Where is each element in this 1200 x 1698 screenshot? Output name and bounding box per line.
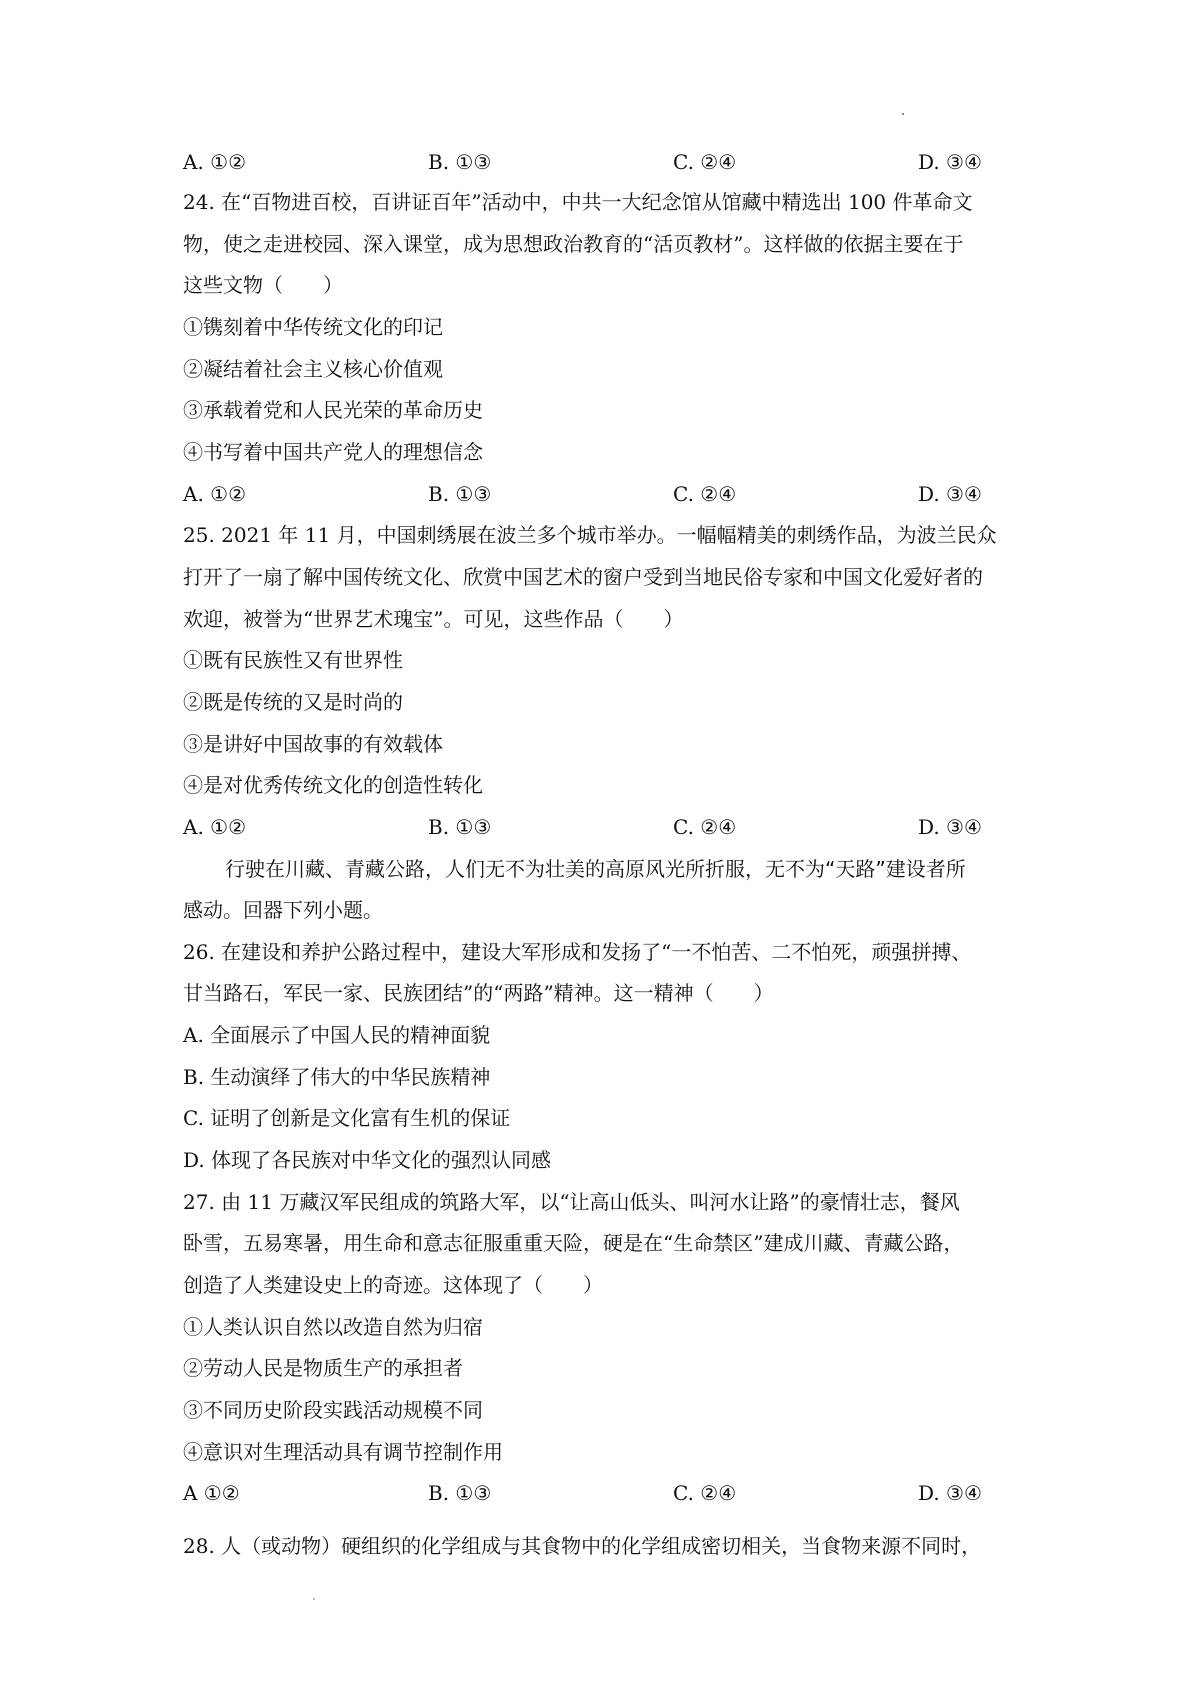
q27-stem-line-1: 27. 由 11 万藏汉军民组成的筑路大军，以“让高山低头、叫河水让路”的豪情壮志，餐风 [183, 1190, 960, 1214]
passage-line-1: 行驶在川藏、青藏公路，人们无不为壮美的高原风光所折服，无不为“天路”建设者所 [225, 857, 966, 881]
q25-item-3: ③是讲好中国故事的有效载体 [183, 732, 443, 756]
q26-stem-line-2: 甘当路石，军民一家、民族团结”的“两路”精神。这一精神（ ） [183, 981, 774, 1005]
q26-choice-d: D. 体现了各民族对中华文化的强烈认同感 [183, 1148, 552, 1172]
q23-options [183, 148, 1033, 176]
q24-stem-line-2: 物，使之走进校园、深入课堂，成为思想政治教育的“活页教材”。这样做的依据主要在于 [183, 232, 964, 256]
q25-stem-line-2: 打开了一扇了解中国传统文化、欣赏中国艺术的窗户受到当地民俗专家和中国文化爱好者的 [183, 565, 983, 589]
q24-item-2: ②凝结着社会主义核心价值观 [183, 357, 443, 381]
q24-option-b: B. ①③ [428, 482, 492, 506]
scan-speck [902, 113, 904, 115]
q24-options [183, 480, 1033, 508]
scan-speck [313, 1598, 315, 1600]
q25-stem-line-1: 25. 2021 年 11 月，中国刺绣展在波兰多个城市举办。一幅幅精美的刺绣作品，为波兰民众 [183, 523, 997, 547]
q27-item-4: ④意识对生理活动具有调节控制作用 [183, 1440, 503, 1464]
q25-item-2: ②既是传统的又是时尚的 [183, 690, 403, 714]
q28-stem-line-1: 28. 人（或动物）硬组织的化学组成与其食物中的化学组成密切相关，当食物来源不同时， [183, 1534, 982, 1558]
q24-item-3: ③承载着党和人民光荣的革命历史 [183, 398, 483, 422]
q27-item-1: ①人类认识自然以改造自然为归宿 [183, 1315, 483, 1339]
q25-option-a: A. ①② [183, 815, 247, 839]
q25-stem-line-3: 欢迎，被誉为“世界艺术瑰宝”。可见，这些作品（ ） [183, 607, 684, 631]
q26-choice-b: B. 生动演绎了伟大的中华民族精神 [183, 1065, 491, 1089]
q25-option-c: C. ②④ [673, 815, 737, 839]
q25-option-d: D. ③④ [918, 815, 982, 839]
q26-choice-c: C. 证明了创新是文化富有生机的保证 [183, 1106, 511, 1130]
q27-item-2: ②劳动人民是物质生产的承担者 [183, 1356, 463, 1380]
q27-options [183, 1479, 1033, 1507]
passage-line-2: 感动。回器下列小题。 [183, 898, 383, 922]
q27-option-b: B. ①③ [428, 1481, 492, 1505]
q25-item-4: ④是对优秀传统文化的创造性转化 [183, 773, 483, 797]
q25-option-b: B. ①③ [428, 815, 492, 839]
q25-options [183, 813, 1033, 841]
q24-item-4: ④书写着中国共产党人的理想信念 [183, 440, 483, 464]
q23-option-c: C. ②④ [673, 150, 737, 174]
q23-option-d: D. ③④ [918, 150, 982, 174]
q27-option-a: A ①② [183, 1481, 240, 1505]
q27-option-d: D. ③④ [918, 1481, 982, 1505]
q27-stem-line-3: 创造了人类建设史上的奇迹。这体现了（ ） [183, 1273, 603, 1297]
q27-stem-line-2: 卧雪，五易寒暑，用生命和意志征服重重天险，硬是在“生命禁区”建成川藏、青藏公路， [183, 1231, 964, 1255]
q23-option-b: B. ①③ [428, 150, 492, 174]
q26-choice-a: A. 全面展示了中国人民的精神面貌 [183, 1023, 491, 1047]
q27-option-c: C. ②④ [673, 1481, 737, 1505]
q24-item-1: ①镌刻着中华传统文化的印记 [183, 315, 443, 339]
q24-option-d: D. ③④ [918, 482, 982, 506]
q27-item-3: ③不同历史阶段实践活动规模不同 [183, 1398, 483, 1422]
q26-stem-line-1: 26. 在建设和养护公路过程中，建设大军形成和发扬了“一不怕苦、二不怕死，顽强拼搏、 [183, 940, 972, 964]
q24-stem-line-1: 24. 在“百物进百校，百讲证百年”活动中，中共一大纪念馆从馆藏中精选出 100 件革命文 [183, 190, 973, 214]
q24-option-c: C. ②④ [673, 482, 737, 506]
q24-stem-line-3: 这些文物（ ） [183, 273, 343, 297]
q25-item-1: ①既有民族性又有世界性 [183, 648, 403, 672]
q23-option-a: A. ①② [183, 150, 247, 174]
q24-option-a: A. ①② [183, 482, 247, 506]
